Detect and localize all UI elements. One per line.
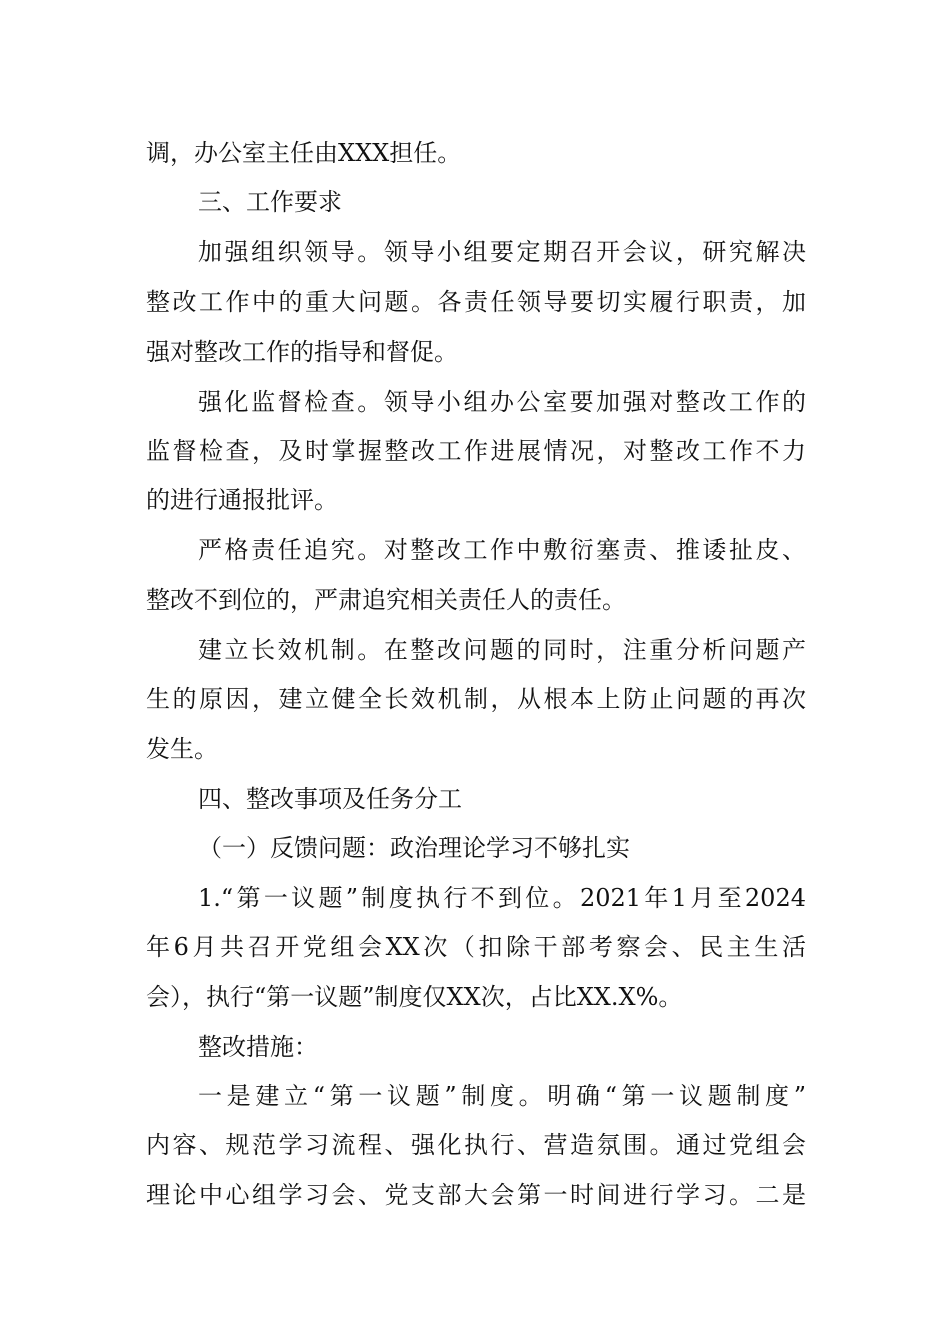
text-line <box>0 327 950 377</box>
text-line-content: 建立长效机制。在整改问题的同时，注重分析问题产 <box>198 636 806 664</box>
text-line-content: 发生。 <box>146 735 218 763</box>
text-line <box>0 575 950 625</box>
text-line <box>0 525 950 575</box>
text-line <box>0 625 950 675</box>
text-line-content: 年6月共召开党组会XX次（扣除干部考察会、民主生活 <box>146 933 806 961</box>
text-line-content: 整改工作中的重大问题。各责任领导要切实履行职责，加 <box>146 288 806 316</box>
section-heading <box>0 774 950 824</box>
text-line <box>0 128 950 178</box>
text-line <box>0 873 950 923</box>
section-heading <box>0 177 950 227</box>
text-line-content: 加强组织领导。领导小组要定期召开会议，研究解决 <box>198 238 806 266</box>
text-line <box>0 724 950 774</box>
text-line <box>0 972 950 1022</box>
text-line-content: 的进行通报批评。 <box>146 486 338 514</box>
subsection-heading-text: （一）反馈问题：政治理论学习不够扎实 <box>198 834 630 862</box>
text-line <box>0 426 950 476</box>
text-line-content: 调，办公室主任由XXX担任。 <box>146 139 462 167</box>
text-line-content: 生的原因，建立健全长效机制，从根本上防止问题的再次 <box>146 685 806 713</box>
subsection-heading <box>0 823 950 873</box>
text-line <box>0 1120 950 1170</box>
text-line-content: 内容、规范学习流程、强化执行、营造氛围。通过党组会 <box>146 1131 806 1159</box>
text-line-content: 一是建立“第一议题”制度。明确“第一议题制度” <box>198 1082 806 1110</box>
text-line-content: 理论中心组学习会、党支部大会第一时间进行学习。二是 <box>146 1181 806 1209</box>
text-line <box>0 227 950 277</box>
text-line <box>0 475 950 525</box>
text-line-content: 整改措施： <box>198 1033 318 1061</box>
text-line <box>0 922 950 972</box>
section-heading-text: 三、工作要求 <box>198 188 342 216</box>
text-line <box>0 277 950 327</box>
text-line-content: 严格责任追究。对整改工作中敷衍塞责、推诿扯皮、 <box>198 536 806 564</box>
text-line <box>0 377 950 427</box>
text-line-content: 监督检查，及时掌握整改工作进展情况，对整改工作不力 <box>146 437 806 465</box>
text-line <box>0 1022 950 1072</box>
section-heading-text: 四、整改事项及任务分工 <box>198 785 462 813</box>
text-line-content: 强对整改工作的指导和督促。 <box>146 338 458 366</box>
text-line-content: 会），执行“第一议题”制度仅XX次，占比XX.X%。 <box>146 983 683 1011</box>
text-line <box>0 674 950 724</box>
text-line-content: 整改不到位的，严肃追究相关责任人的责任。 <box>146 586 626 614</box>
text-line-content: 1.“第一议题”制度执行不到位。2021年1月至2024 <box>198 884 806 912</box>
text-line <box>0 1170 950 1220</box>
text-line <box>0 1071 950 1121</box>
text-line-content: 强化监督检查。领导小组办公室要加强对整改工作的 <box>198 388 806 416</box>
